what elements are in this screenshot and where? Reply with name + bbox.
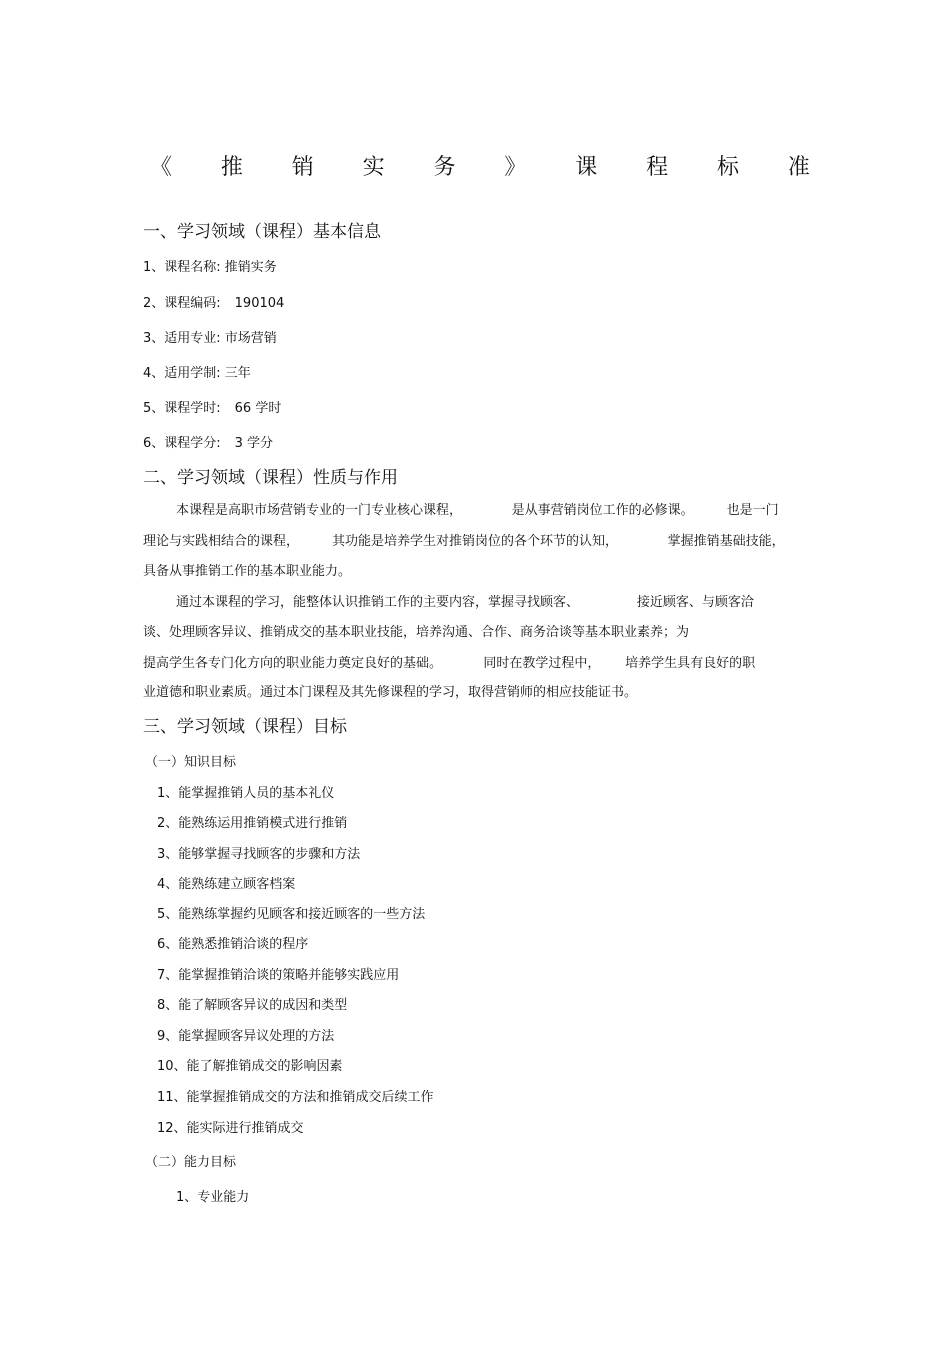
title-char: 标 <box>717 154 740 180</box>
title-char: 准 <box>787 154 810 180</box>
title-char: 实 <box>362 154 385 180</box>
knowledge-item: 4、能熟练建立顾客档案 <box>157 877 296 892</box>
info-row <box>143 259 277 277</box>
title-char: 程 <box>646 154 669 180</box>
info-value: 3 学分 <box>234 436 274 451</box>
info-row <box>143 365 251 383</box>
info-value: 三年 <box>224 366 251 381</box>
info-value: 市场营销 <box>224 331 277 346</box>
section-heading-nature: 二、学习领域（课程）性质与作用 <box>143 468 398 488</box>
ability-item: 1、专业能力 <box>176 1190 250 1205</box>
section-heading-basic-info: 一、学习领域（课程）基本信息 <box>143 222 381 242</box>
subheading-knowledge: （一）知识目标 <box>145 755 237 770</box>
title-char: 销 <box>291 154 314 180</box>
title-char: 务 <box>433 154 456 180</box>
paragraph-line: 业道德和职业素质。通过本门课程及其先修课程的学习，取得营销师的相应技能证书。 <box>143 685 638 700</box>
knowledge-item: 6、能熟悉推销洽谈的程序 <box>157 937 309 952</box>
paragraph-line: 本课程是高职市场营销专业的一门专业核心课程， 是从事营销岗位工作的必修课。 也是一门 <box>176 503 779 518</box>
knowledge-item: 1、能掌握推销人员的基本礼仪 <box>157 786 335 801</box>
section-heading-objectives: 三、学习领域（课程）目标 <box>143 717 347 737</box>
info-value: 190104 <box>234 296 285 311</box>
info-value: 66 学时 <box>234 401 282 416</box>
info-row <box>143 295 284 313</box>
paragraph-line: 提高学生各专门化方向的职业能力奠定良好的基础。 同时在教学过程中， 培养学生具有良好的职 <box>143 656 756 671</box>
info-label: 1、课程名称: <box>143 260 221 275</box>
title-char: 推 <box>220 154 243 180</box>
knowledge-item: 7、能掌握推销洽谈的策略并能够实践应用 <box>157 968 400 983</box>
knowledge-item: 2、能熟练运用推销模式进行推销 <box>157 816 348 831</box>
info-row <box>143 435 273 453</box>
info-label: 5、课程学时: <box>143 401 221 416</box>
subheading-ability: （二）能力目标 <box>145 1155 237 1170</box>
knowledge-item: 3、能够掌握寻找顾客的步骤和方法 <box>157 847 361 862</box>
knowledge-item: 8、能了解顾客异议的成因和类型 <box>157 998 348 1013</box>
info-label: 2、课程编码: <box>143 296 221 311</box>
info-value: 推销实务 <box>224 260 277 275</box>
title-char: 课 <box>575 154 598 180</box>
knowledge-item: 12、能实际进行推销成交 <box>157 1121 304 1136</box>
info-label: 4、适用学制: <box>143 366 221 381</box>
paragraph-line: 通过本课程的学习，能整体认识推销工作的主要内容，掌握寻找顾客、 接近顾客、与顾客洽 <box>176 595 754 610</box>
paragraph-line: 理论与实践相结合的课程， 其功能是培养学生对推销岗位的各个环节的认知， 掌握推销基础技能， <box>143 534 785 549</box>
info-label: 6、课程学分: <box>143 436 221 451</box>
title-char: 《 <box>150 154 173 180</box>
document-title <box>150 150 810 180</box>
paragraph-line: 具备从事推销工作的基本职业能力。 <box>143 564 352 579</box>
knowledge-item: 9、能掌握顾客异议处理的方法 <box>157 1029 335 1044</box>
info-row <box>143 400 281 418</box>
knowledge-item: 11、能掌握推销成交的方法和推销成交后续工作 <box>157 1090 434 1105</box>
info-row <box>143 330 277 348</box>
info-label: 3、适用专业: <box>143 331 221 346</box>
paragraph-line: 谈、处理顾客异议、推销成交的基本职业技能，培养沟通、合作、商务洽谈等基本职业素养；为 <box>143 625 690 640</box>
knowledge-item: 5、能熟练掌握约见顾客和接近顾客的一些方法 <box>157 907 426 922</box>
knowledge-item: 10、能了解推销成交的影响因素 <box>157 1059 343 1074</box>
title-char: 》 <box>504 154 527 180</box>
